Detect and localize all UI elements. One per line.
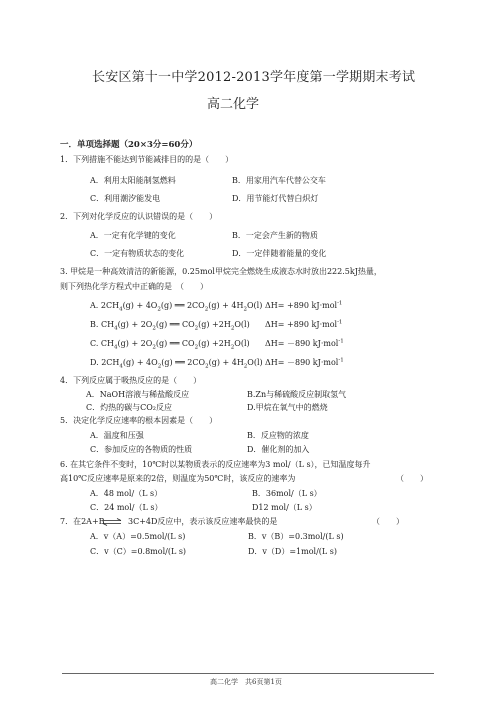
question-3-option-a-dh: ΔH= +890 kJ·mol [265,301,338,310]
question-3-option-a: A. $2CH_4(g) + 4O_2(g)$ ══ $2CO_2(g) + 4H_2O(l)$ [90,301,263,313]
section-heading: 一．单项选择题（20×3分=60分） [60,140,198,150]
question-5-option-d: D．催化剂的加入 [247,445,310,454]
question-1-option-d: D．用节能灯代替白炽灯 [232,194,319,203]
question-7-option-b: B．v（B）=0.3mol/(L s) [248,532,344,541]
question-3-option-c-dh: ΔH= －890 kJ·mol [265,339,339,348]
question-6-stem-line1: 6. 在其它条件不变时，10℃时以某物质表示的反应速率为3 mol/（L s），已知温度每升 [60,460,371,469]
question-2-option-c: C．一定有物质状态的变化 [90,249,185,258]
question-6-stem-line2: 高10℃反应速率是原来的2倍，则温度为50℃时，该反应的速率为 [60,474,296,483]
question-3-option-b-dh: ΔH= +890 kJ·mol [265,320,338,329]
question-1-option-c: C．利用潮汐能发电 [90,194,161,203]
question-4-stem: 4．下列反应属于吸热反应的是（ ） [60,376,202,385]
question-6-option-b: B．36mol/（L s） [252,489,322,498]
question-2-option-b: B．一定会产生新的物质 [232,231,318,240]
question-3-option-d: D. $2CH_4(g) + 4O_2(g)$ ══ $2CO_2(g) + 4H_2O(l)$ [90,358,263,370]
exam-subtitle: 高二化学 [207,97,260,112]
question-3-stem-line2: 则下列热化学方程式中正确的是 （ ） [60,282,208,291]
question-1-option-b: B．用家用汽车代替公交车 [232,176,326,185]
question-6-option-a: A．48 mol/（L s） [90,489,163,498]
question-3-option-b-enthalpy: ΔH= +890 kJ·mol$^{-1}$ [265,319,343,329]
question-3-option-a-enthalpy: ΔH= +890 kJ·mol$^{-1}$ [265,300,343,310]
exam-title: 长安区第十一中学2012-2013学年度第一学期期末考试 [92,70,416,85]
question-3-stem-line1: 3. 甲烷是一种高效清洁的新能源，0.25mol甲烷完全燃烧生成液态水时放出222.5kJ热量， [60,267,382,276]
question-3-option-c: C. $CH_4(g) + 2O_2(g)$ ══ $CO_2(g) +2H_2O(l)$ [90,339,250,351]
page-footer: 高二化学 共6页第1页 [210,678,282,686]
question-5-stem: 5．决定化学反应速率的根本因素是（ ） [60,416,218,425]
question-2-stem: 2．下列对化学反应的认识错误的是（ ） [60,212,218,221]
footer-rule [62,673,434,674]
question-6-option-c: C．24 mol/（L s） [90,503,163,512]
question-7-stem-pre: 7．在2A+B [60,517,105,526]
question-4-option-d: D.甲烷在氧气中的燃烧 [247,403,328,412]
question-3-option-b: B. $CH_4(g) + 2O_2(g)$ ══ $CO_2(g) +2H_2O(l)$ [90,320,250,332]
question-3-option-c-enthalpy: ΔH= －890 kJ·mol$^{-1}$ [265,338,344,348]
question-7-option-d: D．v（D）=1mol/(L s) [248,547,337,556]
question-4-option-b: B.Zn与稀硫酸反应制取氢气 [247,390,347,399]
question-3-option-d-enthalpy: ΔH= －890 kJ·mol$^{-1}$ [265,357,344,367]
question-5-option-c: C．参加反应的各物质的性质 [90,445,193,454]
question-5-option-b: B．反应物的浓度 [247,431,309,440]
question-7-option-a: A．v（A）=0.5mol/(L s) [90,532,186,541]
question-4-option-a: A．NaOH溶液与稀盐酸反应 [86,390,190,399]
question-2-option-d: D．一定伴随着能量的变化 [232,249,327,258]
question-1-option-a: A．利用太阳能制氢燃料 [90,176,176,185]
question-4-option-c: C．灼热的碳与CO₂反应 [86,403,173,412]
question-5-option-a: A．温度和压强 [90,431,144,440]
question-7-stem-post: 3C+4D反应中，表示该反应速率最快的是 [128,517,278,526]
question-6-option-d: D12 mol/（L s） [252,503,317,512]
question-7-answer-paren: （ ） [372,517,404,526]
question-2-option-a: A．一定有化学键的变化 [90,231,176,240]
equilibrium-arrows-icon [102,518,122,526]
question-7-option-c: C．v（C）=0.8mol/(L s) [90,547,187,556]
question-6-answer-paren: （ ） [396,474,428,483]
question-1-stem: 1．下列措施不能达到节能减排目的的是（ ） [60,155,234,164]
question-3-option-d-dh: ΔH= －890 kJ·mol [265,358,339,367]
